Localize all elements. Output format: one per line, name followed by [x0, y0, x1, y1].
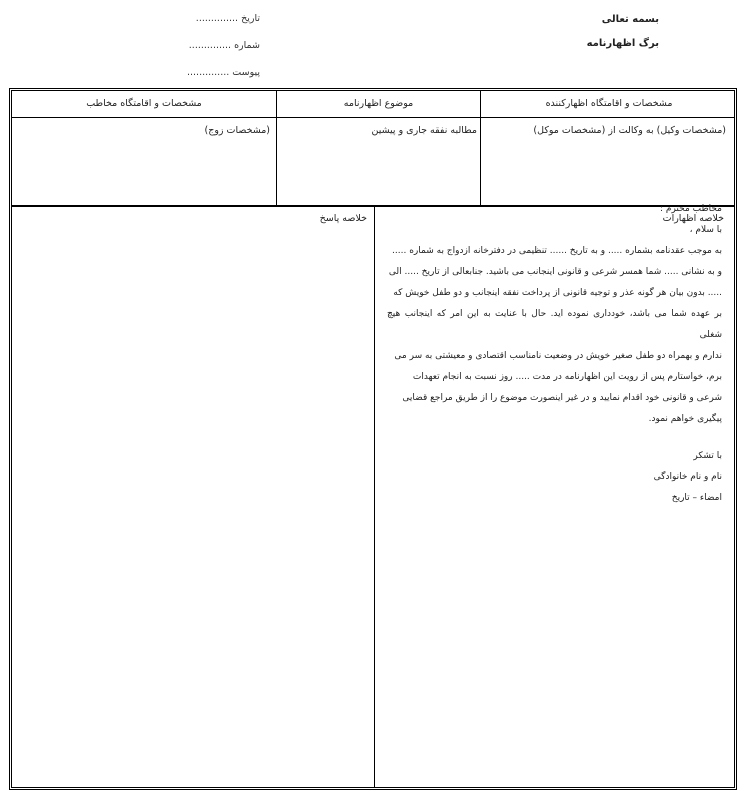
- body-line: برم، خواستارم پس از رویت این اظهارنامه در مدت ..... روز نسبت به انجام تعهدات: [412, 372, 722, 382]
- header-row-divider: [12, 117, 734, 118]
- cell-declarant: (مشخصات وکیل) به وکالت از (مشخصات موکل): [533, 125, 726, 136]
- basmala: بسمه تعالی: [601, 14, 659, 25]
- form-frame: [9, 88, 737, 790]
- body-line: پیگیری خواهم نمود.: [648, 414, 722, 424]
- date-field: تاریخ ..............: [195, 13, 260, 24]
- body-line: بر عهده شما می باشد، خودداری نموده اید. حال با عنایت به این امر که اینجانب هیچ شغلی: [387, 309, 722, 340]
- cell-subject: مطالبه نفقه جاری و پیشین: [371, 125, 477, 136]
- number-field: شماره ..............: [188, 40, 260, 51]
- header-left: [150, 12, 260, 93]
- salutation: مخاطب محترم :: [659, 204, 722, 214]
- summary-divider: [374, 205, 375, 787]
- statement-body: [387, 199, 722, 509]
- header-right: [499, 14, 659, 62]
- header-declarant: مشخصات و اقامتگاه اظهارکننده: [545, 98, 673, 109]
- sign-line: امضاء – تاریخ: [671, 493, 722, 503]
- body-line: شرعی و قانونی خود اقدام نمایید و در غیر اینصورت موضوع را از طریق مراجع قضایی: [402, 393, 722, 403]
- body-line: به موجب عقدنامه بشماره ..... و به تاریخ ...... تنظیمی در دفترخانه ازدواج به شماره .....: [392, 246, 722, 256]
- header-subject: موضوع اظهارنامه: [343, 98, 414, 109]
- cell-addressee: (مشخصات زوج): [204, 125, 270, 136]
- form-title: برگ اظهارنامه: [586, 38, 659, 49]
- greeting: با سلام ،: [689, 225, 722, 235]
- closing: با تشکر: [693, 451, 722, 461]
- body-line: ..... بدون بیان هر گونه عذر و توجیه قانونی از پرداخت نفقه اینجانب و دو طفل خویش که: [393, 288, 722, 298]
- attachment-field: پیوست ..............: [186, 67, 260, 78]
- reply-title: خلاصه پاسخ: [319, 213, 367, 224]
- body-line: ندارم و بهمراه دو طفل صغیر خویش در وضعیت نامناسب اقتصادی و معیشتی به سر می: [394, 351, 722, 361]
- header-addressee: مشخصات و اقامتگاه مخاطب: [86, 98, 202, 109]
- body-line: و به نشانی ..... شما همسر شرعی و قانونی اینجانب می باشید. جنابعالی از تاریخ ..... الی: [388, 267, 722, 277]
- name-line: نام و نام خانوادگی: [653, 472, 722, 482]
- statements-title: خلاصه اظهارات: [662, 213, 724, 224]
